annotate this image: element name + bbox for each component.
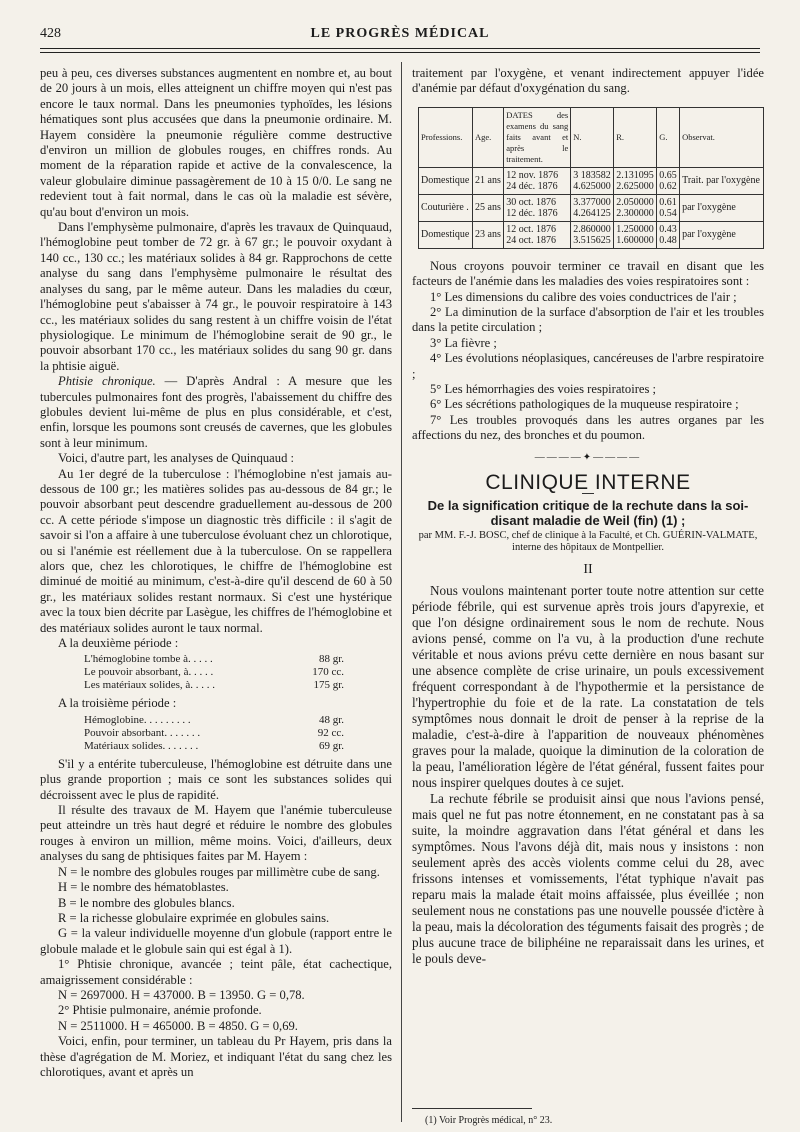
- table-cell: [657, 221, 680, 248]
- ornament-divider: ————✦————: [534, 451, 642, 463]
- list-item: 3° La fièvre ;: [430, 335, 497, 350]
- values-row: [84, 653, 344, 666]
- paragraph: A la deuxième période :: [58, 636, 179, 651]
- value-label: Le pouvoir absorbant, à. . . . .: [84, 666, 214, 679]
- paragraph: peu à peu, ces diverses substances augmentent en nombre et, au bout de 20 jours à un mois, elles atteignent un chiffre moyen qui n'est pas encore le taux normal. Dans les pneumonies typhoïdes, les lésions hématiques sont plus accusées que dans la pneumonie ordinaire. M. Hayem considère la pneumonie régulière comme destructive d'environ un million de globules rouges, en chiffres ronds. Au moment de la réparation rapide et active de la convalescence, la valeur globulaire diminue passagèrement de 10 à 15 0/0. Le sang ne redevient tout à fait normal, dans le cas où la maladie est sévère, qu'au bout d'environ un mois.: [40, 66, 392, 219]
- cell-line: 24 oct. 1876: [506, 234, 556, 246]
- table-cell: [504, 167, 571, 194]
- cell-line: 24 déc. 1876: [506, 180, 558, 192]
- subheading: Phtisie chronique.: [58, 374, 156, 389]
- paragraph: A la troisième période :: [58, 696, 177, 711]
- paragraph: Voici, d'autre part, les analyses de Quinquaud :: [58, 451, 295, 466]
- value-label: Hémoglobine. . . . . . . . .: [84, 713, 191, 726]
- cell-line: 4.625000: [573, 180, 611, 192]
- table-row: [419, 221, 764, 248]
- table-header: R.: [614, 107, 657, 167]
- cell-line: 3.377000: [573, 196, 611, 208]
- values-row: [84, 666, 344, 679]
- value: 170 cc.: [312, 666, 344, 679]
- table-header: Observat.: [680, 107, 764, 167]
- article-title: De la signification critique de la rechute dans la soi-disant maladie de Weil (fin) (1) ;: [427, 497, 749, 528]
- list-item: 7° Les troubles provoqués dans les autres organes par les affections du nez, des bronches et du poumon.: [412, 412, 764, 443]
- cell-line: 3 183582: [573, 169, 611, 181]
- paragraph-text: — D'après Andral : A mesure que les tubercules pulmonaires font des progrès, l'abaissement du chiffre des globules devient lui-même de plus en plus considérable, et c'est, enfin, lorsque les poumons sont creusés de cavernes, que les globules sont à leur minimum.: [40, 374, 392, 450]
- right-column: [412, 66, 764, 967]
- part-number: II: [583, 561, 593, 577]
- list-item: 6° Les sécrétions pathologiques de la muqueuse respiratoire ;: [430, 397, 739, 412]
- cell-line: 0.65: [659, 169, 677, 181]
- table-cell: Couturière .: [419, 194, 473, 221]
- table-cell: [614, 194, 657, 221]
- running-title: LE PROGRÈS MÉDICAL: [310, 26, 490, 41]
- table-cell: [504, 221, 571, 248]
- header-rule: [40, 48, 760, 49]
- table-header: N.: [571, 107, 614, 167]
- cell-line: 12 nov. 1876: [506, 169, 559, 181]
- table-cell: [571, 194, 614, 221]
- paragraph: Il résulte des travaux de M. Hayem que l'anémie tuberculeuse peut atteindre un très haut degré et réduire le nombre des globules rouges à environ un million, même moins. Voici, d'ailleurs, deux analyses du sang de phtisiques faites par M. Hayem :: [40, 803, 392, 864]
- list-item: 4° Les évolutions néoplasiques, cancéreuses de l'arbre respiratoire ;: [412, 351, 764, 381]
- table-header: Age.: [473, 107, 504, 167]
- table-cell: Trait. par l'oxygène: [680, 167, 764, 194]
- table-header: G.: [657, 107, 680, 167]
- footnote-rule: [412, 1108, 532, 1109]
- page-header: [40, 26, 760, 46]
- paragraph: [40, 374, 392, 451]
- page-number: 428: [40, 26, 61, 41]
- article-authors: par MM. F.-J. BOSC, chef de clinique à la Faculté, et Ch. GUÉRIN-VALMATE, interne des hôpitaux de Montpellier.: [418, 529, 758, 553]
- section-heading: CLINIQUE INTERNE: [485, 471, 691, 495]
- table-cell: [657, 167, 680, 194]
- analysis-line: N = 2697000. H = 437000. B = 13950. G = 0,78.: [58, 987, 305, 1002]
- legend-item: R = la richesse globulaire exprimée en globules sains.: [58, 910, 330, 925]
- cell-line: 0.48: [659, 234, 677, 246]
- paragraph: traitement par l'oxygène, et venant indirectement appuyer l'idée d'anémie par défaut d'oxygénation du sang.: [412, 66, 764, 96]
- table-header: DATES des examens du sang faits avant et après le traitement.: [504, 107, 571, 167]
- list-item: 5° Les hémorrhagies des voies respiratoires ;: [430, 382, 657, 397]
- value: 92 cc.: [317, 726, 344, 739]
- cell-line: 12 déc. 1876: [506, 207, 558, 219]
- legend-item: G = la valeur individuelle moyenne d'un globule (rapport entre le globule malade et le globule sain qui est égal à 1).: [40, 926, 392, 956]
- analysis-line: N = 2511000. H = 465000. B = 4850. G = 0,69.: [58, 1018, 298, 1033]
- value-label: Pouvoir absorbant. . . . . . .: [84, 726, 201, 739]
- legend-item: B = le nombre des globules blancs.: [58, 895, 235, 910]
- values-table-second-period: [84, 653, 344, 692]
- cell-line: 0.62: [659, 180, 677, 192]
- table-row: [419, 194, 764, 221]
- table-cell: Domestique: [419, 167, 473, 194]
- table-cell: [571, 167, 614, 194]
- value: 88 gr.: [318, 653, 344, 666]
- table-cell: [571, 221, 614, 248]
- table-cell: [504, 194, 571, 221]
- table-cell: [657, 194, 680, 221]
- values-row: [84, 727, 344, 740]
- table-cell: 25 ans: [473, 194, 504, 221]
- cell-line: 12 oct. 1876: [506, 223, 556, 235]
- table-cell: par l'oxygène: [680, 221, 764, 248]
- cell-line: 2.300000: [616, 207, 654, 219]
- value-label: Matériaux solides. . . . . . .: [84, 739, 199, 752]
- values-row: [84, 714, 344, 727]
- values-row: [84, 740, 344, 753]
- footnote: (1) Voir Progrès médical, n° 23.: [425, 1115, 553, 1126]
- list-item: 2° La diminution de la surface d'absorption de l'air et les troubles dans la petite circulation ;: [412, 305, 764, 335]
- cell-line: 1.600000: [616, 234, 654, 246]
- value-label: L'hémoglobine tombe à. . . . .: [84, 653, 213, 666]
- cell-line: 4.264125: [573, 207, 611, 219]
- cell-line: 2.131095: [616, 169, 654, 181]
- paragraph: 1° Phtisie chronique, avancée ; teint pâle, état cachectique, amaigrissement considérable :: [40, 957, 392, 987]
- value: 69 gr.: [318, 739, 344, 752]
- table-row: [419, 167, 764, 194]
- cell-line: 0.43: [659, 223, 677, 235]
- hayem-table: [418, 107, 764, 249]
- value: 48 gr.: [318, 713, 344, 726]
- paragraph: 2° Phtisie pulmonaire, anémie profonde.: [58, 1003, 262, 1018]
- table-cell: [614, 167, 657, 194]
- paragraph: Nous croyons pouvoir terminer ce travail en disant que les facteurs de l'anémie dans les maladies des voies respiratoires sont :: [412, 258, 764, 289]
- values-table-third-period: [84, 714, 344, 753]
- table-cell: par l'oxygène: [680, 194, 764, 221]
- legend-item: N = le nombre des globules rouges par millimètre cube de sang.: [58, 864, 380, 879]
- table-header: Professions.: [419, 107, 473, 167]
- legend-item: H = le nombre des hématoblastes.: [58, 880, 229, 895]
- table-cell: Domestique: [419, 221, 473, 248]
- cell-line: 3.515625: [573, 234, 611, 246]
- cell-line: 1.250000: [616, 223, 654, 235]
- left-column: [40, 66, 392, 1080]
- paragraph: Dans l'emphysème pulmonaire, d'après les travaux de Quinquaud, l'hémoglobine peut tomber de 72 gr. à 67 gr.; le pouvoir oxydant à 140 cc., 130 cc.; les matériaux solides à 84 gr. Rapprochons de cette analyse du sang dans l'emphysème pulmonaire le résultat des analyses du sang, par le même auteur. Dans les maladies du cœur, l'hémoglobine peut s'abaisser à 74 gr., le pouvoir respiratoire à 143 cc., les matériaux solides du sang restent à un chiffre voisin de l'état physiologique. Le minimum de l'hémoglobine serait de 90 gr., le pouvoir absorbant 170 cc., les matériaux solides du sang 90 gr. dans la phtisie aiguë.: [40, 220, 392, 373]
- value: 175 gr.: [313, 679, 344, 692]
- cell-line: 0.61: [659, 196, 677, 208]
- cell-line: 2.050000: [616, 196, 654, 208]
- cell-line: 2.860000: [573, 223, 611, 235]
- header-rule-thin: [40, 52, 760, 53]
- paragraph: Voici, enfin, pour terminer, un tableau du Pr Hayem, pris dans la thèse d'agrégation de M. Moriez, et indiquant l'état du sang chez les chlorotiques, avant et après un: [40, 1034, 392, 1079]
- table-cell: 23 ans: [473, 221, 504, 248]
- paragraph: S'il y a entérite tuberculeuse, l'hémoglobine est détruite dans une plus grande proportion ; mais ce sont les substances solides qui décroissent avec le plus de rapidité.: [40, 756, 392, 802]
- value-label: Les matériaux solides, à. . . . .: [84, 679, 216, 692]
- table-cell: 21 ans: [473, 167, 504, 194]
- paragraph: Au 1er degré de la tuberculose : l'hémoglobine n'est jamais au-dessous de 100 gr.; les matières solides pas au-dessous de 84 gr.; le pouvoir absorbant peut descendre graduellement au-dessous de 200 cc. A cette période s'impose un diagnostic très difficile : il s'agit de savoir si l'on a affaire à une tuberculose évoluant chez un chlorotique, ou si l'anémie est réellement due à la tuberculose. On se rappellera alors que, chez les chlorotiques, le chiffre de l'hémoglobine est diminué de moitié au minimum, c'est-à-dire qu'il descend de 60 à 50 gr., les matériaux solides restant normaux. Si c'est une hystérique avec la toux bien décrite par Lasègue, les chiffres de l'hémoglobine et des matériaux solides auront le taux normal.: [40, 466, 392, 635]
- table-header-row: [419, 107, 764, 167]
- list-item: 1° Les dimensions du calibre des voies conductrices de l'air ;: [430, 289, 737, 304]
- table-cell: [614, 221, 657, 248]
- cell-line: 30 oct. 1876: [506, 196, 556, 208]
- column-divider: [401, 62, 402, 1122]
- cell-line: 2.625000: [616, 180, 654, 192]
- paragraph: Nous voulons maintenant porter toute notre attention sur cette période fébrile, qui est survenue après trois jours d'apyrexie, et que l'on désigne ordinairement sous le nom de rechute. Nous avions pensé, comme on l'a vu, à la production d'une rechute véritable et nous avions prévu cette dernière en nous basant sur une absence complète de crise urinaire, un pouls excessivement fréquent correspondant à de l'hypothermie et la persistance de l'hypertrophie du foie et de la rate. La constatation de tels symptômes nous donnait le droit de penser à la reprise de la maladie, c'est-à-dire à l'apparition de nouveaux phénomènes graves pour la malade, quoique la diminution de la coloration de la peau, l'amélioration légère de l'état général, fussent faites pour nous inspirer quelques doutes à ce sujet.: [412, 582, 764, 790]
- values-row: [84, 679, 344, 692]
- paragraph: La rechute fébrile se produisit ainsi que nous l'avions pensé, mais quel ne fut pas notre étonnement, en ne constatant pas à sa suite, la moindre aggravation dans l'état général et dans les symptômes. Nous l'avons déjà dit, mais nous y insistons : non seulement après des accès violents comme celui du 28, avec frissons intenses et vomissements, l'état typhique n'avait pas reparu mais la malade était moins affaissée, plus éveillée ; non seulement nous ne constations pas une nouvelle poussée d'ictère à la peau, mais la décoloration des téguments faisait des progrès ; de plus aucune trace de biliphéine ne reparaissait dans les urines, et le pouls deve-: [412, 790, 764, 966]
- cell-line: 0.54: [659, 207, 677, 219]
